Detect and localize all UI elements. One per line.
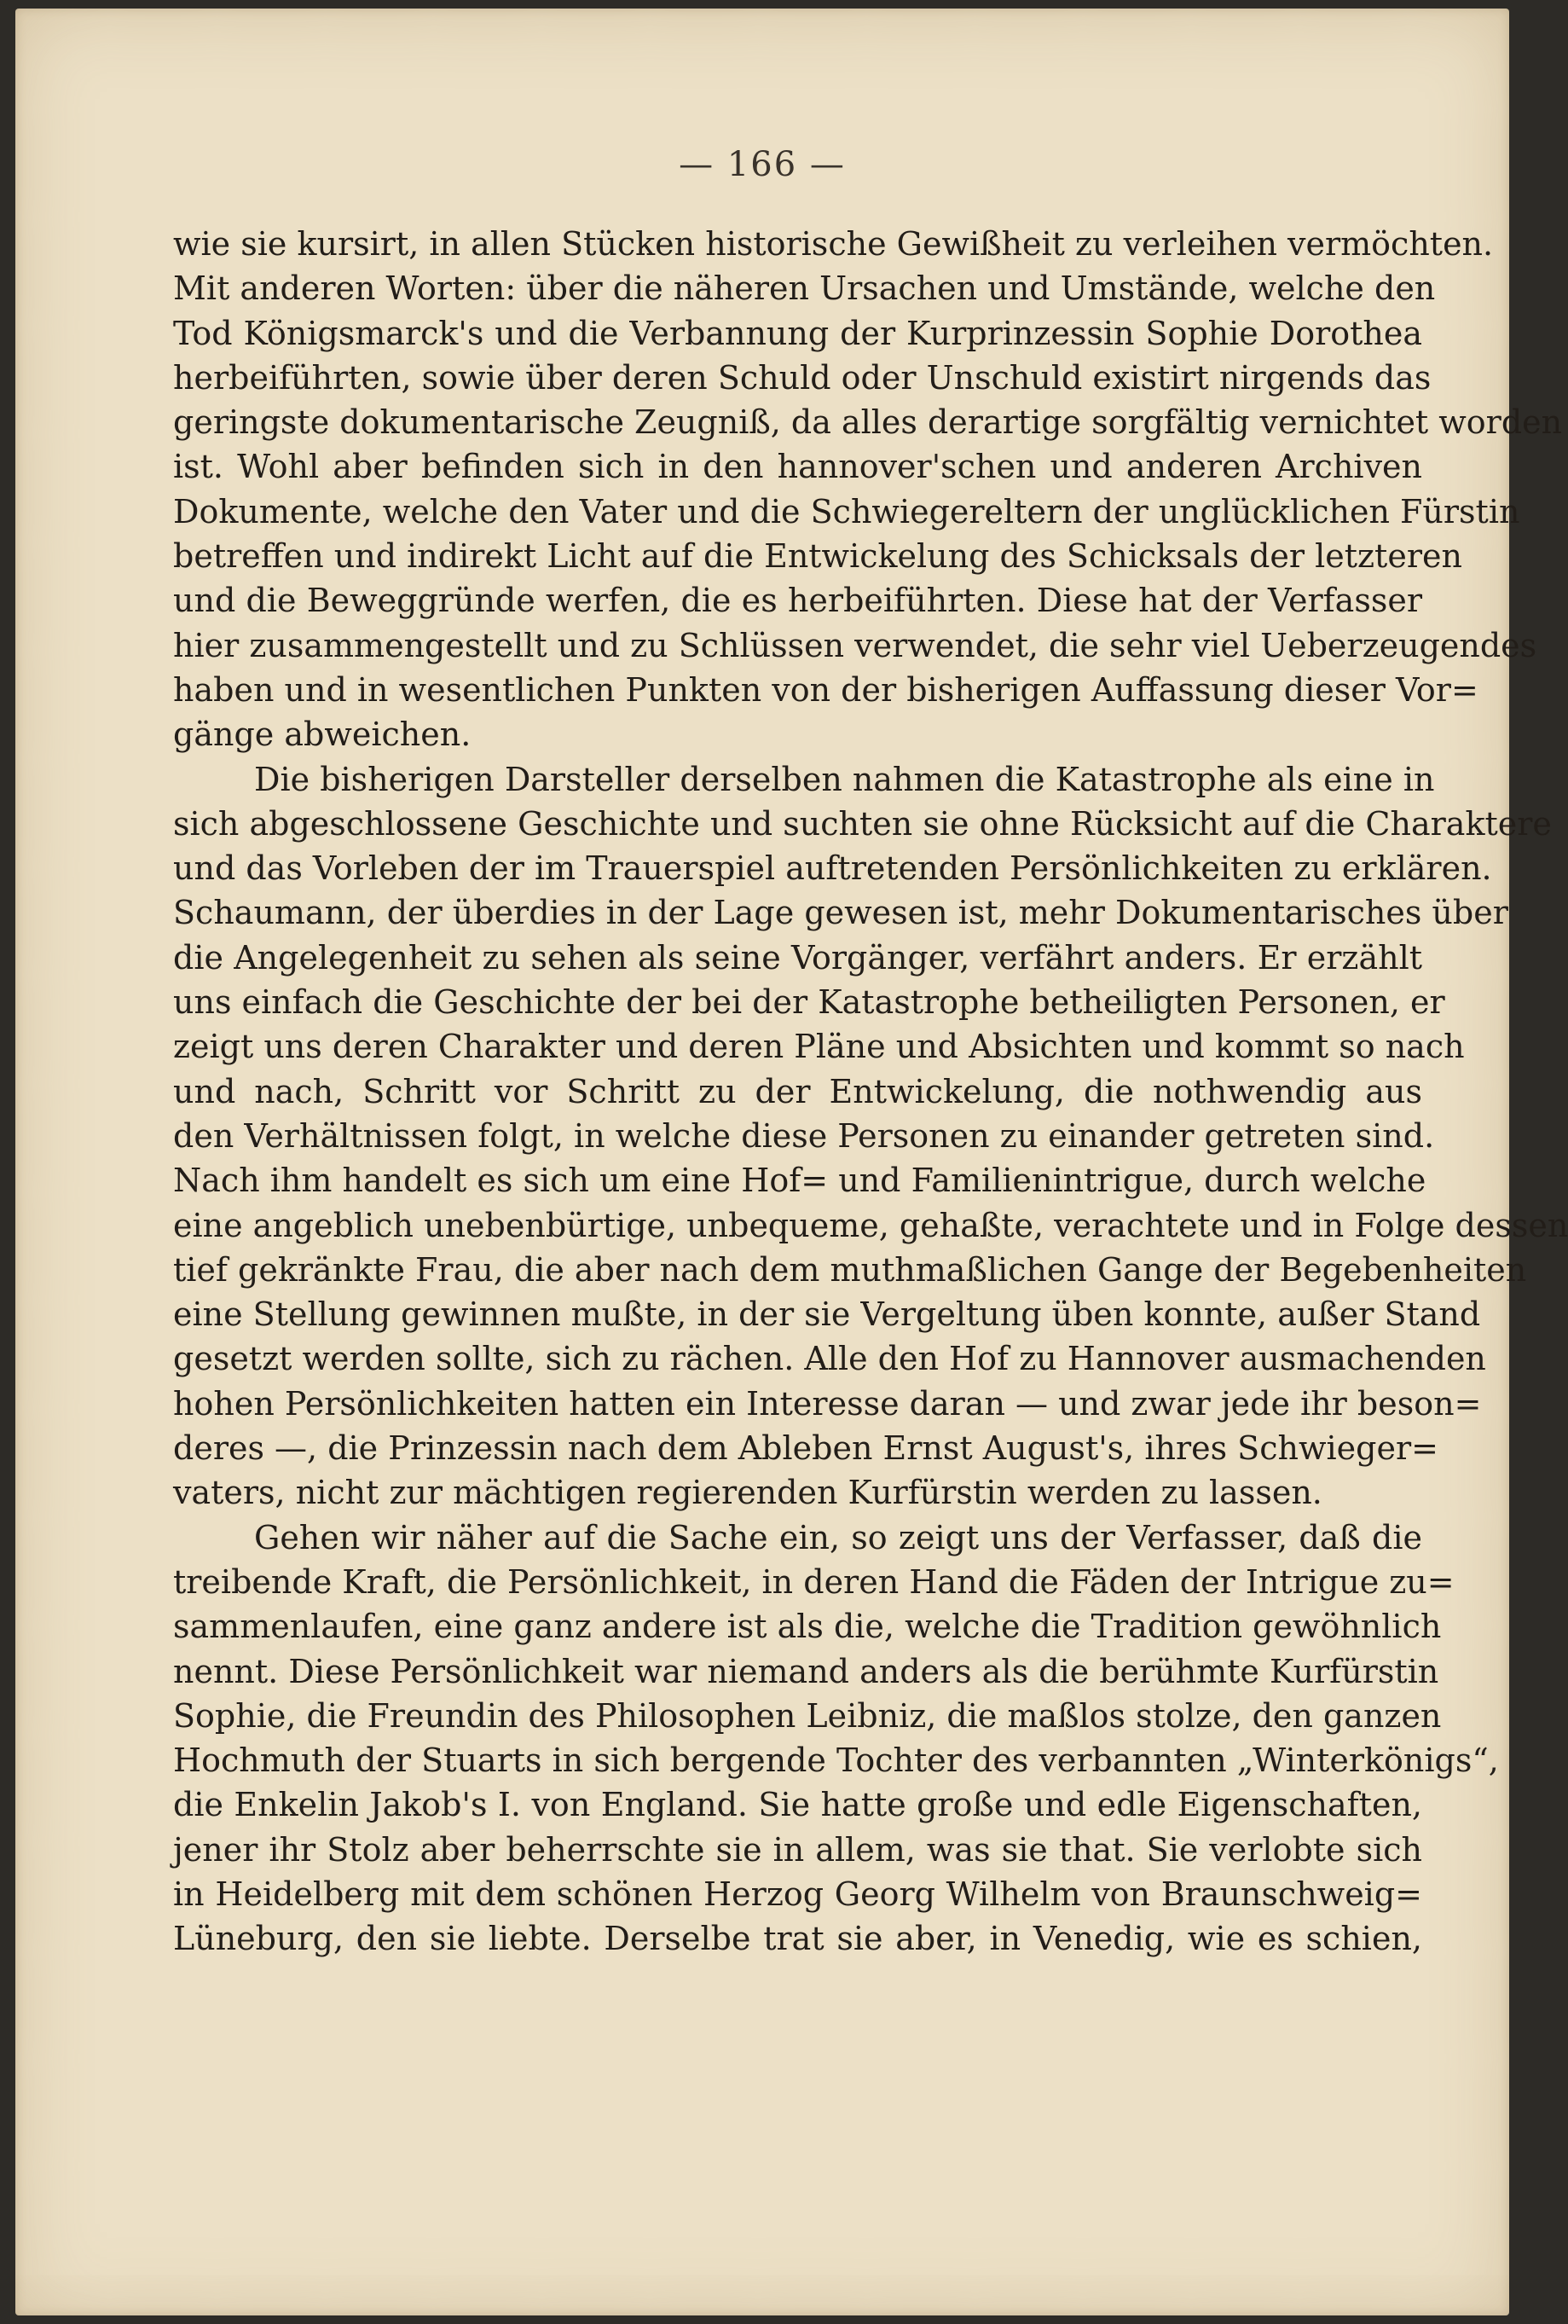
text-line: Schaumann, der überdies in der Lage gewesen ist, mehr Dokumentarisches über (173, 894, 1508, 932)
text-line: die Enkelin Jakob's I. von England. Sie hatte große und edle Eigenschaften, (173, 1786, 1422, 1824)
text-line: ist. Wohl aber befinden sich in den hannover'schen und anderen Archiven (173, 448, 1422, 486)
text-line: treibende Kraft, die Persönlichkeit, in deren Hand die Fäden der Intrigue zu= (173, 1562, 1455, 1601)
text-line: Die bisherigen Darsteller derselben nahmen die Katastrophe als eine in (254, 760, 1435, 798)
text-line: sammenlaufen, eine ganz andere ist als die, welche die Tradition gewöhnlich (173, 1608, 1442, 1646)
book-page (15, 9, 1568, 2315)
text-line: gänge abweichen. (173, 716, 472, 754)
text-line: herbeiführten, sowie über deren Schuld oder Unschuld existirt nirgends das (173, 358, 1432, 397)
text-line: uns einfach die Geschichte der bei der Katastrophe betheiligten Personen, er (173, 983, 1445, 1022)
text-line: und die Beweggründe werfen, die es herbeiführten. Diese hat der Verfasser (173, 582, 1422, 620)
text-line: Mit anderen Worten: über die näheren Ursachen und Umstände, welche den (173, 269, 1436, 308)
text-line: vaters, nicht zur mächtigen regierenden Kurfürstin werden zu lassen. (173, 1474, 1322, 1512)
text-line: eine Stellung gewinnen mußte, in der sie Vergeltung üben konnte, außer Stand (173, 1295, 1481, 1334)
text-line: den Verhältnissen folgt, in welche diese Personen zu einander getreten sind. (173, 1116, 1435, 1155)
text-line: geringste dokumentarische Zeugniß, da alles derartige sorgfältig vernichtet worden (173, 403, 1563, 442)
text-line: zeigt uns deren Charakter und deren Pläne und Absichten und kommt so nach (173, 1028, 1465, 1066)
text-line: Dokumente, welche den Vater und die Schwiegereltern der unglücklichen Fürstin (173, 492, 1520, 530)
page-number: — 166 — (679, 145, 846, 184)
text-line: eine angeblich unebenbürtige, unbequeme, gehaßte, verachtete und in Folge dessen (173, 1206, 1568, 1244)
text-line: Gehen wir näher auf die Sache ein, so zeigt uns der Verfasser, daß die (254, 1518, 1422, 1556)
text-line: betreffen und indirekt Licht auf die Entwickelung des Schicksals der letzteren (173, 537, 1462, 576)
text-line: jener ihr Stolz aber beherrschte sie in allem, was sie that. Sie verlobte sich (173, 1830, 1422, 1869)
text-line: Nach ihm handelt es sich um eine Hof= und Familienintrigue, durch welche (173, 1162, 1426, 1200)
text-line: in Heidelberg mit dem schönen Herzog Georg Wilhelm von Braunschweig= (173, 1875, 1422, 1913)
text-line: Lüneburg, den sie liebte. Derselbe trat sie aber, in Venedig, wie es schien, (173, 1920, 1422, 1958)
text-line: gesetzt werden sollte, sich zu rächen. Alle den Hof zu Hannover ausmachenden (173, 1340, 1486, 1378)
body-text (173, 222, 1568, 1962)
text-line: und nach, Schritt vor Schritt zu der Entwickelung, die nothwendig aus (173, 1072, 1422, 1110)
text-line: die Angelegenheit zu sehen als seine Vorgänger, verfährt anders. Er erzählt (173, 938, 1422, 977)
text-line: haben und in wesentlichen Punkten von der bisherigen Auffassung dieser Vor= (173, 670, 1478, 709)
text-line: deres —, die Prinzessin nach dem Ableben Ernst August's, ihres Schwieger= (173, 1429, 1438, 1468)
text-line: hier zusammengestellt und zu Schlüssen verwendet, die sehr viel Ueberzeugendes (173, 626, 1537, 664)
text-line: wie sie kursirt, in allen Stücken historische Gewißheit zu verleihen vermöchten. (173, 225, 1494, 263)
text-line: nennt. Diese Persönlichkeit war niemand anders als die berühmte Kurfürstin (173, 1652, 1439, 1690)
text-line: tief gekränkte Frau, die aber nach dem muthmaßlichen Gange der Begebenheiten (173, 1250, 1527, 1289)
text-line: hohen Persönlichkeiten hatten ein Interesse daran — und zwar jede ihr beson= (173, 1384, 1482, 1423)
text-line: sich abgeschlossene Geschichte und suchten sie ohne Rücksicht auf die Charaktere (173, 804, 1552, 843)
text-line: Hochmuth der Stuarts in sich bergende Tochter des verbannten „Winterkönigs“, (173, 1742, 1499, 1780)
text-line: und das Vorleben der im Trauerspiel auftretenden Persönlichkeiten zu erklären. (173, 849, 1492, 888)
text-line: Tod Königsmarck's und die Verbannung der Kurprinzessin Sophie Dorothea (173, 314, 1422, 352)
text-line: Sophie, die Freundin des Philosophen Leibniz, die maßlos stolze, den ganzen (173, 1696, 1442, 1735)
